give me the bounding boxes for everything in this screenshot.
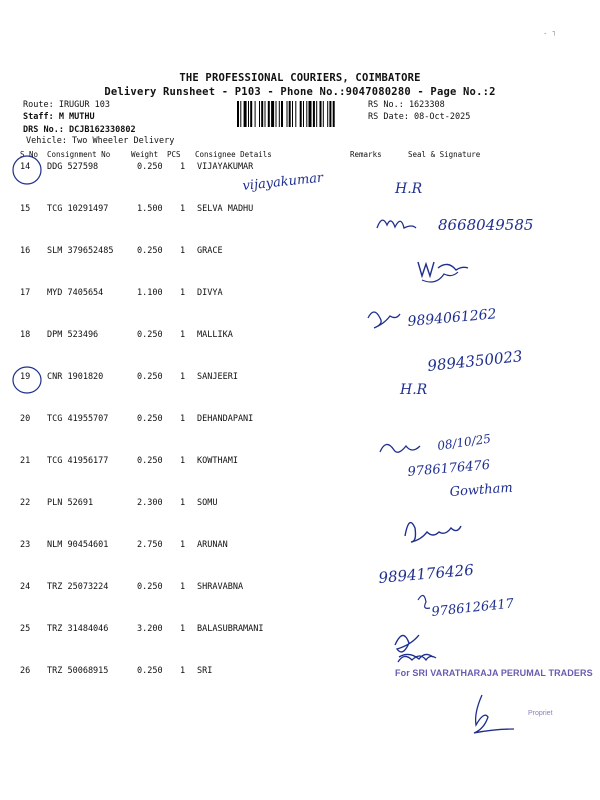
row-consignee: MALLIKA [197, 330, 233, 340]
row-sno: 23 [20, 540, 31, 550]
row-sno: 17 [20, 288, 31, 298]
row-weight: 0.250 [137, 582, 163, 592]
row-sno: 21 [20, 456, 31, 466]
row-pcs: 1 [180, 288, 186, 298]
route-label: Route: IRUGUR 103 [23, 100, 110, 110]
row-consignment: DDG 527598 [47, 162, 99, 172]
row-pcs: 1 [180, 624, 186, 634]
row-consignee: SHRAVABNA [197, 582, 244, 592]
col-sno: S No [20, 150, 39, 159]
row-consignment: PLN 52691 [47, 498, 94, 508]
signature-scribble-row-21 [380, 444, 420, 452]
row-sno: 14 [20, 162, 31, 172]
row-pcs: 1 [180, 498, 186, 508]
signature-phone-row-24b: 9786126417 [430, 596, 515, 620]
rs-number: RS No.: 1623308 [368, 100, 445, 110]
row-pcs: 1 [180, 246, 186, 256]
row-consignment: CNR 1901820 [47, 372, 104, 382]
col-pcs: PCS [167, 150, 181, 159]
row-consignee: VIJAYAKUMAR [197, 162, 254, 172]
row-sno: 22 [20, 498, 31, 508]
row-consignee: KOWTHAMI [197, 456, 238, 466]
row-weight: 0.250 [137, 666, 163, 676]
signature-row-19: H.R [400, 382, 428, 398]
company-stamp: For SRI VARATHARAJA PERUMAL TRADERS [395, 668, 593, 678]
row-pcs: 1 [180, 330, 186, 340]
company-title: THE PROFESSIONAL COURIERS, COIMBATORE [179, 72, 421, 84]
row-weight: 2.750 [137, 540, 163, 550]
stamp-proprietor: Propriet [528, 710, 553, 717]
row-sno: 25 [20, 624, 31, 634]
signature-tail-row-16 [422, 272, 458, 282]
row-consignment: SLM 379652485 [47, 246, 114, 256]
row-consignment: TCG 41956177 [47, 456, 109, 466]
signature-phone-row-21: 9786176476 [407, 457, 491, 480]
signature-row-18: 9894350023 [426, 347, 524, 375]
signature-scribble-row-15 [377, 220, 416, 228]
row-sno: 20 [20, 414, 31, 424]
signature-date-row-21: 08/10/25 [436, 431, 492, 453]
signature-row-17: 9894061262 [406, 306, 498, 330]
row-pcs: 1 [180, 414, 186, 424]
row-weight: 0.250 [137, 414, 163, 424]
stamp-signature [474, 695, 514, 733]
row-consignment: TRZ 25073224 [47, 582, 109, 592]
row-pcs: 1 [180, 666, 186, 676]
row-consignee: SANJEERI [197, 372, 238, 382]
row-weight: 0.250 [137, 162, 163, 172]
row-consignee: ARUNAN [197, 540, 228, 550]
row-sno: 18 [20, 330, 31, 340]
row-sno: 16 [20, 246, 31, 256]
signature-row-16 [418, 262, 468, 276]
row-consignee: SOMU [197, 498, 218, 508]
signature-row-26 [398, 656, 436, 662]
signature-name-row-21: Gowtham [449, 480, 514, 500]
page-corner-mark: · ˥ [543, 30, 556, 38]
col-consignment: Consignment No [47, 150, 111, 159]
signature-row-25 [395, 635, 433, 659]
vehicle-label: Vehicle: Two Wheeler Delivery [26, 136, 175, 146]
signature-scribble-row-24b [418, 595, 430, 608]
col-consignee: Consignee Details [195, 150, 272, 159]
signature-row-14: H.R [395, 181, 423, 197]
circle-mark-row-19 [13, 367, 41, 393]
signature-row-15: 8668049585 [438, 216, 534, 234]
row-consignment: MYD 7405654 [47, 288, 104, 298]
row-weight: 0.250 [137, 330, 163, 340]
row-pcs: 1 [180, 582, 186, 592]
row-pcs: 1 [180, 456, 186, 466]
row-consignment: DPM 523496 [47, 330, 99, 340]
signature-row-22 [405, 523, 461, 542]
row-weight: 1.500 [137, 204, 163, 214]
signature-row-24: 9894176426 [377, 560, 475, 587]
row-consignee: SELVA MADHU [197, 204, 254, 214]
row-sno: 19 [20, 372, 31, 382]
row-consignment: NLM 90454601 [47, 540, 109, 550]
rs-date: RS Date: 08-Oct-2025 [368, 112, 471, 122]
staff-label: Staff: M MUTHU [23, 112, 95, 122]
row-sno: 15 [20, 204, 31, 214]
row-consignee: GRACE [197, 246, 223, 256]
row-pcs: 1 [180, 372, 186, 382]
row-pcs: 1 [180, 540, 186, 550]
col-seal-signature: Seal & Signature [408, 150, 481, 159]
row-weight: 2.300 [137, 498, 163, 508]
handwritten-name-vijayakumar: vijayakumar [241, 170, 324, 194]
row-pcs: 1 [180, 162, 186, 172]
col-weight: Weight [131, 150, 159, 159]
circle-mark-row-14 [13, 156, 41, 184]
row-sno: 26 [20, 666, 31, 676]
row-consignee: DEHANDAPANI [197, 414, 254, 424]
row-consignee: BALASUBRAMANI [197, 624, 264, 634]
signature-scribble-row-17 [368, 312, 400, 328]
row-weight: 0.250 [137, 246, 163, 256]
row-weight: 0.250 [137, 372, 163, 382]
row-consignment: TCG 10291497 [47, 204, 109, 214]
drs-number: DRS No.: DCJB162330802 [23, 125, 136, 135]
col-remarks: Remarks [350, 150, 382, 159]
row-consignment: TCG 41955707 [47, 414, 109, 424]
runsheet-title: Delivery Runsheet - P103 - Phone No.:9047080280 - Page No.:2 [104, 86, 496, 98]
row-consignment: TRZ 50068915 [47, 666, 109, 676]
row-consignee: DIVYA [197, 288, 223, 298]
row-consignee: SRI [197, 666, 213, 676]
row-weight: 3.200 [137, 624, 163, 634]
row-pcs: 1 [180, 204, 186, 214]
row-weight: 1.100 [137, 288, 163, 298]
row-consignment: TRZ 31484046 [47, 624, 109, 634]
row-sno: 24 [20, 582, 31, 592]
row-weight: 0.250 [137, 456, 163, 466]
